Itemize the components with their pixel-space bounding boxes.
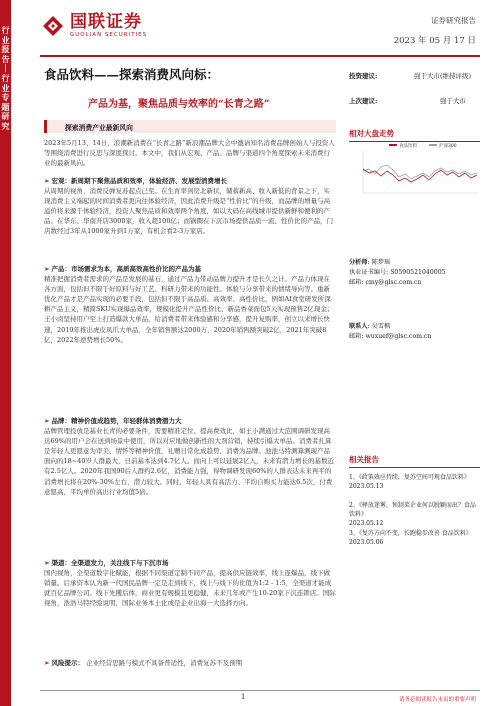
prev-label: 上次建议: xyxy=(349,97,378,105)
analyst-email[interactable]: cmy@glsc.com.cn xyxy=(365,279,422,286)
legend-swatch-a xyxy=(389,144,397,146)
report-date: 2023 年 05 月 17 日 xyxy=(393,36,476,46)
bullet-risk xyxy=(44,658,336,668)
cert-number: S0590521040005 xyxy=(390,269,446,276)
series-line-a xyxy=(363,169,477,182)
logo-name-cn: 国联证券 xyxy=(70,12,142,32)
related-item[interactable]: 1、《政策效应持续，复苏空间可观食品饮料》 2023.05.13 xyxy=(349,474,470,490)
prev-value: 强于大市 xyxy=(440,97,466,105)
bullet-heading: 宏观：新周期下聚焦品质和效率，体验经济、发展型消费增长 xyxy=(51,177,228,185)
invest-value: 强于大市(维持评级) xyxy=(414,72,472,80)
footer-divider xyxy=(40,690,480,691)
contact-name: 吴雪枫 xyxy=(371,323,391,330)
email2-label: 邮箱: xyxy=(349,333,364,340)
related-title: 相关报告 xyxy=(349,454,480,468)
doc-type: 证券研究报告 xyxy=(431,16,476,25)
bullet-icon: ➢ xyxy=(44,659,50,667)
bullet-heading: 风险提示： xyxy=(51,659,85,667)
bullet-body: 精准把握消费者需求的产品是发展的基石，通过产品力带动品牌力提升才是长久之计。产品力体现在各方面，包括但不限于好原料与好工艺、科研力带来的功能性。体验与分享带来的情绪导向等。重新优化产品才是产品实现的必要手段，包括但不限于高品质、高效率、高性价比，例如AI食堂研发所深耕产品主义，精简SKU实现爆品效率，规模化提升产品性价比，新品香菜面包5天实现预售2亿现金；王小卤坚持用户至上打造爆款大单品，给消费者带来体验感和分享感，提升复购率，创立以来增长快速，2019年推出虎皮凤爪大单品，全年销售额达2000万，2020年销售额突破2亿，2021年突破8亿，2022年逆势增长50%。 xyxy=(44,275,334,344)
sidebar-label: 行业报告｜行业专题研究 xyxy=(1,26,10,131)
header-divider xyxy=(40,55,480,57)
related-item[interactable]: 2、《释放迷雾，预制菜企业何以脱颖而出？食品饮料》 2023.05.12 xyxy=(349,502,476,527)
analyst-name: 陈梦瑶 xyxy=(371,259,391,266)
legend-a: 食品饮料 xyxy=(399,144,417,149)
bullet-body: 品牌管理投放是基业长青的必要条件，需要精准定位、提高费效比，如王小满通过大范围调研发现高达69%的用户会在送到场景中使用，所以对应地做创新性的大剂营销，持续引爆大单品。消费者扎算是年轻人更愿意为审美、情怀等精神价值，礼赠日常化成趋势，消费为品牌。池池马特测算测现产品面向的18~40岁人群最大，日前基本达到4.7亿人。而向上可以延展2亿人，未来有潜力增长的基数近有2.5亿人。2020年我国90后人群约2.6亿，消费能力强，得物调研发现60%的人群表达未来再平的消费增长将在20%-30%左右，潜力较大。同时，年轻人具有高活力、平均自购买力能达6.5次，付费意愿高、平均单价高出行业均值5倍。 xyxy=(44,427,334,496)
bullet-body: 从周期的视角，消费反弹复苏起点已至。在生育率剑房北新状，储蓄新高、收入新低的背景之下，实现消费主义端起的时间消费者更向往体验经济，因此消费升级是“性价比”的升级，而品牌的增量与高溢价将来源于体验经济，投资人聚焦品质和效率两个角度，如以大码在高线城市提供新鲜和便利的产品。在华东、华南开店3000家，收入超100亿；而锅圈在下沉市场提供品质一流、性价比的产品，门店数经过3年从1000家升到1万家，有机会看2-3万家店。 xyxy=(44,187,333,236)
bullet-icon: ➢ xyxy=(44,177,50,185)
bullet-icon: ➢ xyxy=(44,417,50,425)
related-item[interactable]: 3、《复苏方向不变，长跑稳步改善 食品饮料》 2023.05.06 xyxy=(349,530,472,546)
report-title: 食品饮料——探索消费风向标： xyxy=(44,67,220,82)
bullet-body: 企业经营思路与模式不具备普适性，消费复苏不及预期 xyxy=(86,659,243,667)
relative-chart xyxy=(349,141,480,241)
bullet-icon: ➢ xyxy=(44,265,50,273)
bullet-heading: 产品：市场需求为本，高质高效高性价比的产品为基 xyxy=(51,265,202,273)
contact-email[interactable]: wuxuef@glsc.com.cn xyxy=(365,333,432,340)
contact-block: 联系人: 吴雪枫 邮箱: wuxuef@glsc.com.cn xyxy=(349,323,432,340)
cert-label: 执业证书编号: xyxy=(349,269,389,276)
analyst-label: 分析师 xyxy=(349,259,368,266)
section-header: 探索消费产业最新风向 xyxy=(44,120,336,133)
logo-icon xyxy=(41,14,65,38)
report-subtitle: 产品为基，聚焦品质与效率的“长青之路” xyxy=(88,99,270,110)
bullet-body: 国内视角，全渠道数字化赋能，根据不同渠道定制不同产品，提高供应链效率，线上连爆品，线下做销量。启承资本认为新一代国民品牌一定是走到线下，线上与线下的比值为1:2 - 1:5，全渠道才能成就百亿品牌公司。线下先攫后体，商业更有规模且更稳健，未来几年或产生10-20家下沉连锁店。国际视角，浩浩马特经验说明，国际业务本土化或是企业出海一大选择方向。 xyxy=(44,569,336,608)
bullet-channel xyxy=(44,558,336,608)
bullet-icon: ➢ xyxy=(44,559,50,567)
intro-paragraph: 2023年5月13、14日，浪潮新消费在“长青之路”新浪潮品牌大会中邀请知名消费品牌创始人与投资人等围绕消费进行反思与深度探讨。本文中，我们从宏观、产品、品牌与渠道四个角度探索未来消费行业的最新风向。 xyxy=(44,139,335,168)
legend-swatch-b xyxy=(429,144,437,146)
logo-name-en: GUOLIAN SECURITIES xyxy=(70,32,148,38)
email-label: 邮箱: xyxy=(349,279,364,286)
page-number: 1 xyxy=(241,693,246,701)
chart-title: 相对大盘走势 xyxy=(349,128,480,142)
legend-b: 沪深300 xyxy=(439,144,457,149)
contact-label: 联系人 xyxy=(349,323,368,330)
brand-logo xyxy=(41,13,147,38)
analyst-block: 分析师: 陈梦瑶 执业证书编号: S0590521040005 邮箱: cmy@glsc.com.cn xyxy=(349,259,446,286)
bullet-heading: 渠道：全渠道发力，关注线下与下沉市场 xyxy=(51,559,169,567)
bullet-product xyxy=(44,264,336,345)
invest-label: 投资建议: xyxy=(349,72,378,80)
bullet-macro xyxy=(44,176,336,237)
relative-chart-svg xyxy=(349,141,480,201)
bullet-brand xyxy=(44,416,336,497)
disclaimer: 请务必阅读报告末页的重要声明 xyxy=(398,697,476,703)
bullet-heading: 品牌：精神价值成趋势，年轻群体消费潜力大 xyxy=(51,417,182,425)
